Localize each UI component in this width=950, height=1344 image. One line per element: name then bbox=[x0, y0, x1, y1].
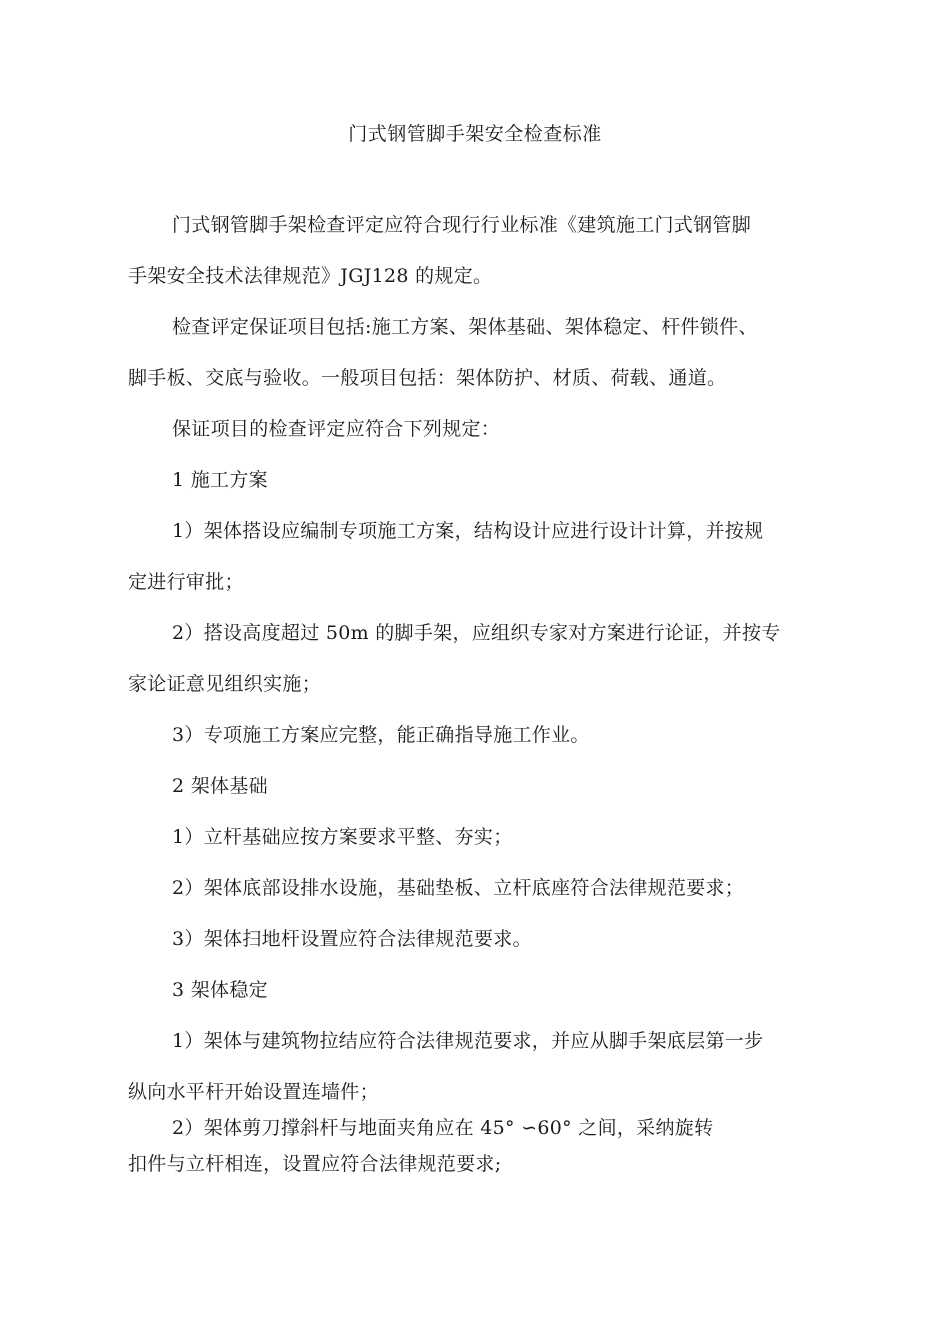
section-heading-3 bbox=[128, 965, 828, 1016]
list-item-2-2 bbox=[128, 863, 828, 914]
paragraph-line: 1）立杆基础应按方案要求平整、夯实； bbox=[172, 826, 513, 848]
paragraph-line: 手架安全技术法律规范》JGJ128 的规定。 bbox=[128, 265, 493, 287]
list-item-3-1 bbox=[128, 1016, 828, 1118]
paragraph-line: 3）专项施工方案应完整，能正确指导施工作业。 bbox=[172, 724, 590, 746]
list-item-1-2 bbox=[128, 608, 828, 710]
section-heading: 1 施工方案 bbox=[172, 469, 268, 491]
paragraph-line: 保证项目的检查评定应符合下列规定： bbox=[172, 418, 501, 440]
paragraph-line: 1）架体与建筑物拉结应符合法律规范要求，并应从脚手架底层第一步 bbox=[172, 1030, 764, 1052]
paragraph-line: 扣件与立杆相连，设置应符合法律规范要求; bbox=[128, 1153, 502, 1175]
paragraph-requirements bbox=[128, 404, 828, 455]
list-item-3-2 bbox=[128, 1110, 828, 1182]
paragraph-line: 检查评定保证项目包括:施工方案、架体基础、架体稳定、杆件锁件、 bbox=[172, 316, 758, 338]
section-heading-1 bbox=[128, 455, 828, 506]
paragraph-line: 1）架体搭设应编制专项施工方案，结构设计应进行设计计算，并按规 bbox=[172, 520, 764, 542]
list-item-1-1 bbox=[128, 506, 828, 608]
paragraph-line: 2）架体底部设排水设施，基础垫板、立杆底座符合法律规范要求； bbox=[172, 877, 745, 899]
list-item-1-3 bbox=[128, 710, 828, 761]
list-item-2-3 bbox=[128, 914, 828, 965]
paragraph-line: 家论证意见组织实施； bbox=[128, 673, 322, 695]
paragraph-line: 纵向水平杆开始设置连墙件； bbox=[128, 1081, 379, 1103]
section-heading-2 bbox=[128, 761, 828, 812]
document-title: 门式钢管脚手架安全检查标准 bbox=[348, 123, 602, 145]
section-heading: 3 架体稳定 bbox=[172, 979, 268, 1001]
paragraph-scope bbox=[128, 302, 828, 404]
paragraph-line: 3）架体扫地杆设置应符合法律规范要求。 bbox=[172, 928, 532, 950]
paragraph-line: 2）架体剪刀撑斜杆与地面夹角应在 45° ∽60° 之间，采纳旋转 bbox=[172, 1117, 714, 1139]
paragraph-line: 定进行审批； bbox=[128, 571, 244, 593]
paragraph-line: 脚手板、交底与验收。一般项目包括：架体防护、材质、荷载、通道。 bbox=[128, 367, 727, 389]
section-heading: 2 架体基础 bbox=[172, 775, 268, 797]
list-item-2-1 bbox=[128, 812, 828, 863]
paragraph-intro bbox=[128, 200, 828, 302]
paragraph-line: 门式钢管脚手架检查评定应符合现行行业标准《建筑施工门式钢管脚 bbox=[172, 214, 752, 236]
paragraph-line: 2）搭设高度超过 50m 的脚手架，应组织专家对方案进行论证，并按专 bbox=[172, 622, 781, 644]
